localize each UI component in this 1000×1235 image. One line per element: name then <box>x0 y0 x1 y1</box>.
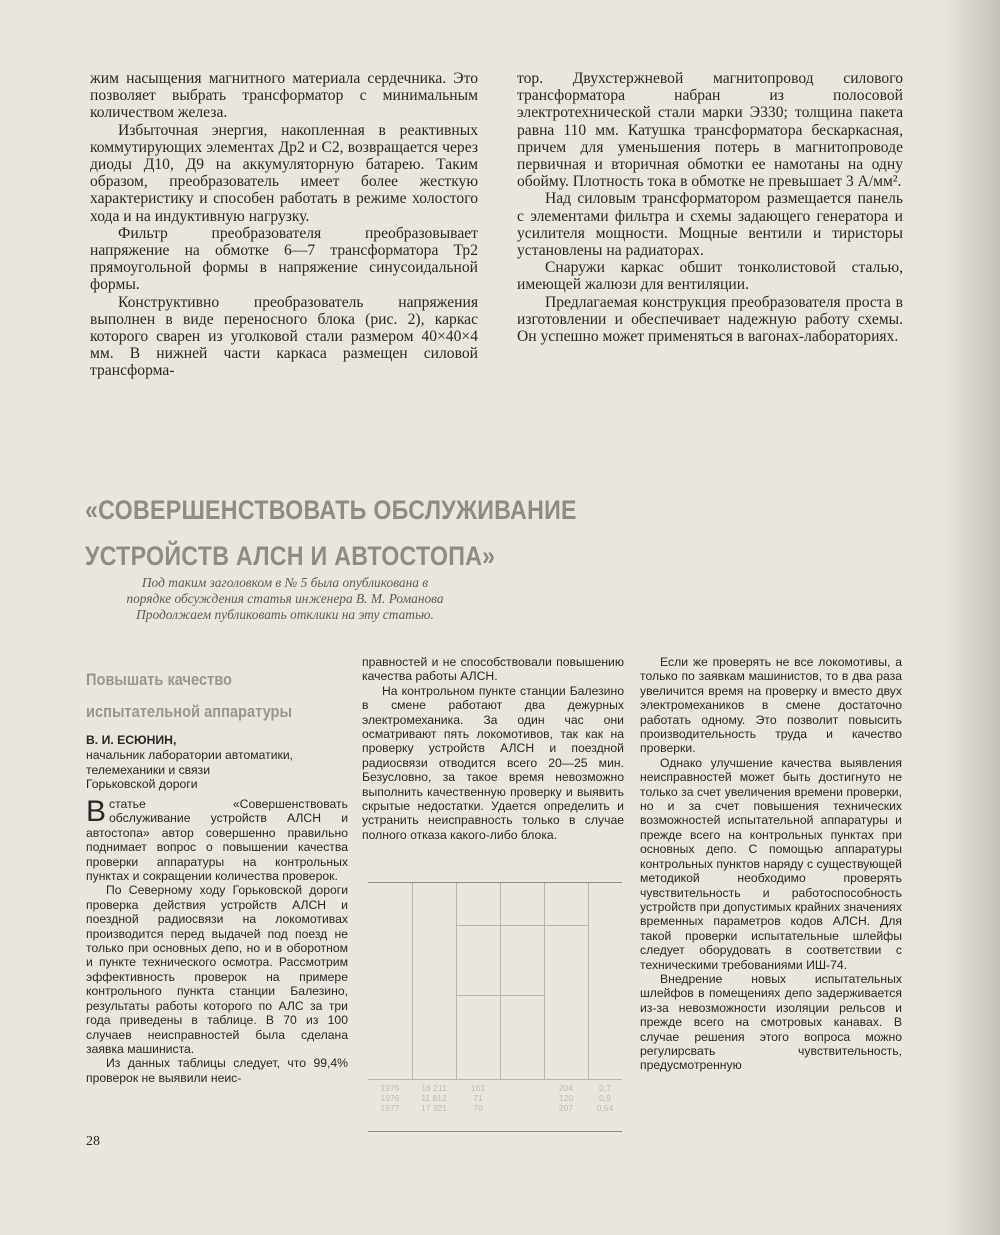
article-headline <box>85 487 577 579</box>
subheading-line: Повышать качество <box>86 670 232 689</box>
lead-line: порядке обсуждения статья инженера В. М. Романова <box>126 591 444 606</box>
headline-line: УСТРОЙСТВ АЛСН И АВТОСТОПА» <box>85 541 496 571</box>
table-row: 1975 16 211 161 204 0,7 <box>380 1083 611 1093</box>
table-row: 1977 17 321 70 207 0,54 <box>380 1103 614 1113</box>
lead-line: Под таким заголовком в № 5 была опубликована в <box>141 575 429 590</box>
table-divider <box>368 1079 622 1080</box>
paragraph: статье «Совершенствовать обслуживание устройств АЛСН и автостопа» автор совершенно правильно поднимает вопрос о повышении качества проверки аппаратуры на контрольных пунктах и сокращении количества проверок. <box>86 797 348 884</box>
table-divider <box>500 883 501 1079</box>
table-body <box>368 1083 622 1113</box>
paragraph: Избыточная энергия, накопленная в реактивных коммутирующих элементах Др2 и С2, возвращается через диоды Д10, Д9 на аккумуляторную батарею. Таким образом, преобразователь имеет более жесткую характеристику и способен работать в режиме холостого хода и на индуктивную нагрузку. <box>90 121 478 225</box>
paragraph: правностей и не способствовали повышению качества работы АЛСН. <box>362 655 624 684</box>
paragraph: Конструктивно преобразователь напряжения выполнен в виде переносного блока (рис. 2), каркас которого сварен из уголковой стали размером 40×40×4 мм. В нижней части каркаса размещен силовой трансформа- <box>90 293 478 380</box>
paragraph: Из данных таблицы следует, что 99,4% проверок не выявили неис- <box>86 1056 348 1085</box>
author-position: Горьковской дороги <box>86 777 198 792</box>
paragraph: По Северному ходу Горьковской дороги проверка действия устройств АЛСН и поездной радиосвязи на локомотивах производится перед выдачей под поезд не только при основных депо, но и в оборотном и пункте технического осмотра. Рассмотрим эффективность проверок на примере контрольного пункта станции Балезино, результаты работы которого по АЛС за три года приведены в таблице. В 70 из 100 случаев неисправностей была сделана заявка машиниста. <box>86 883 348 1056</box>
paragraph: Предлагаемая конструкция преобразователя проста в изготовлении и обеспечивает надежную работу схемы. Он успешно может применяться в вагонах-лабораториях. <box>517 293 903 346</box>
paragraph: Внедрение новых испытательных шлейфов в помещениях депо задерживается из-за невозможности изоляции рельсов и прежде всего на смотровых канавах. В случае решения этого вопроса можно регулирсвать чувствительность, предусмотренную <box>640 971 902 1073</box>
paragraph: жим насыщения магнитного материала сердечника. Это позволяет выбрать трансформатор с минимальным количеством железа. <box>90 70 478 122</box>
paragraph: Если же проверять не все локомотивы, а только по заявкам машинистов, то в два раза увеличится время на проверку и вместо двух электромехаников в смене достаточно работать одному. Это позволит повысить производительность труда и качество проверки. <box>640 655 902 756</box>
headline-line: «СОВЕРШЕНСТВОВАТЬ ОБСЛУЖИВАНИЕ <box>85 495 577 525</box>
top-column-right <box>517 70 903 345</box>
table-row: 1976 11 812 71 120 0,9 <box>380 1093 611 1103</box>
article-column-3 <box>640 655 902 1073</box>
editorial-lead <box>90 575 480 623</box>
paragraph: Над силовым трансформатором размещается панель с элементами фильтра и схемы задающего генератора и усилителя мощности. Мощные вентили и тиристоры установлены на радиаторах. <box>517 190 903 260</box>
article-column-1 <box>86 797 348 1085</box>
author-block <box>86 733 356 792</box>
response-subheading <box>86 664 310 728</box>
drop-cap: В <box>86 795 107 828</box>
page-edge-shadow <box>940 0 1000 1235</box>
author-name: В. И. ЕСЮНИН, <box>86 733 177 747</box>
paragraph: Снаружи каркас обшит тонколистовой сталью, имеющей жалюзи для вентиляции. <box>517 259 903 294</box>
paragraph: Фильтр преобразователя преобразовывает напряжение на обмотке 6—7 трансформатора Тр2 прямоугольной формы в напряжение синусоидальной формы. <box>90 224 478 294</box>
table-divider <box>456 883 457 1079</box>
author-position: телемеханики и связи <box>86 762 211 777</box>
paragraph: Однако улучшение качества выявления неисправностей может быть достигнуто не только за счет увеличения времени проверки, но и за счет повышения технических возможностей испытательной аппаратуры и прежде всего на контрольных пунктах при основных депо. С помощью аппаратуры контрольных пунктов наряду с существующей методикой необходимо проверять чувствительность и работоспособность устройств при допустимых крайних значениях временных параметров кодов АЛСН. Для такой проверки испытательные шлейфы следует оборудовать в соответствии с техническими требованиями ИШ-74. <box>640 755 902 972</box>
results-table <box>368 882 622 1132</box>
author-position: начальник лаборатории автоматики, <box>86 747 294 762</box>
top-column-left <box>90 70 478 380</box>
lead-line: Продолжаем публиковать отклики на эту статью. <box>136 607 434 622</box>
table-divider <box>588 883 589 1079</box>
subheading-line: испытательной аппаратуры <box>86 702 292 721</box>
table-divider <box>412 883 413 1079</box>
article-column-2 <box>362 655 624 842</box>
paragraph: тор. Двухстержневой магнитопровод силового трансформатора набран из полосовой электротехнической стали марки Э330; толщина пакета равна 110 мм. Катушка трансформатора бескаркасная, причем для уменьшения потерь в магнитопроводе первичная и вторичная обмотки ее намотаны на одну обойму. Плотность тока в обмотке не превышает 3 А/мм². <box>517 70 903 191</box>
table-divider <box>544 883 545 1079</box>
page-number: 28 <box>86 1134 100 1149</box>
table-divider <box>456 925 588 926</box>
paragraph: На контрольном пункте станции Балезино в смене работают два дежурных электромеханика. За один час они осматривают пять локомотивов, так как на проверку устройств АЛСН и поездной радиосвязи отводится всего 20—25 мин. Безусловно, за такое время невозможно выполнить качественную проверку и выявить скрытые недостатки. Удается определить и устранить неисправность только в случае полного отказа какого-либо блока. <box>362 683 624 842</box>
table-divider <box>456 995 544 996</box>
